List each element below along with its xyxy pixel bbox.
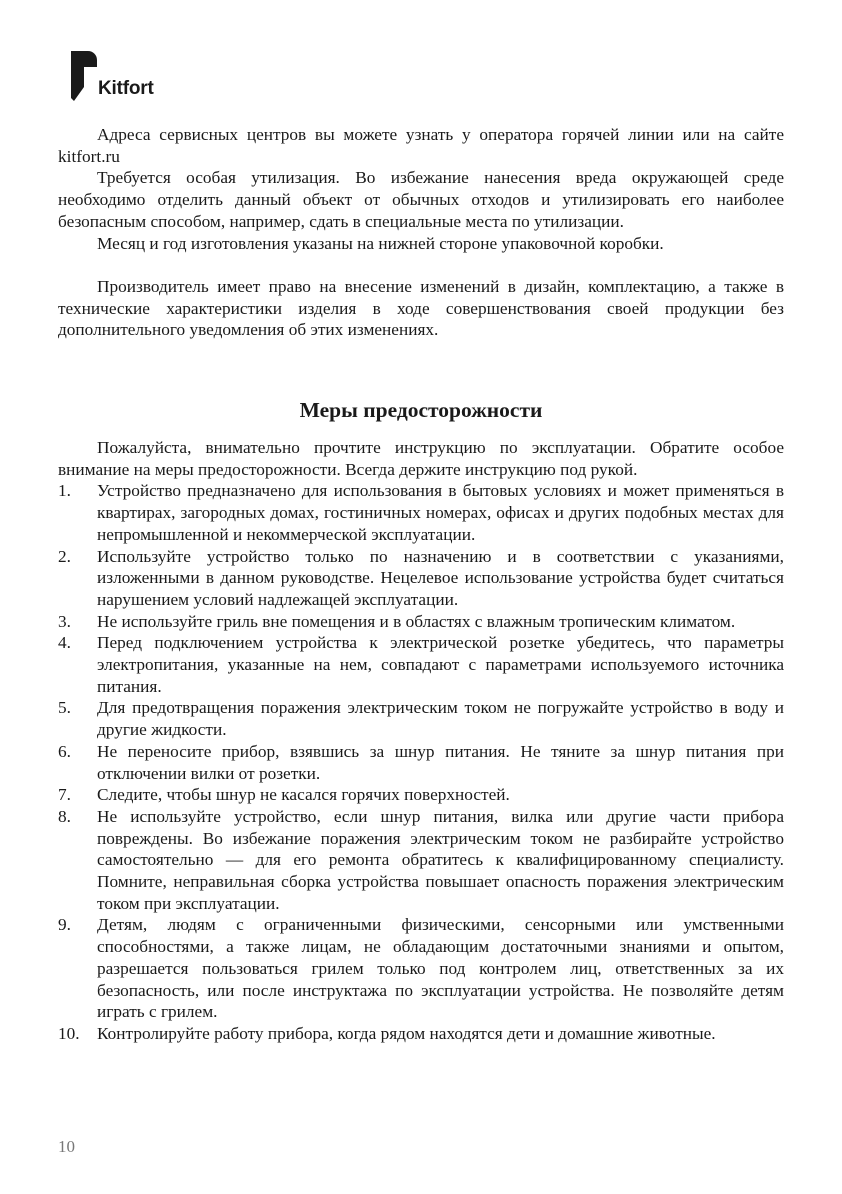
list-item [58, 914, 784, 1023]
list-item-number: 9. [58, 915, 71, 935]
list-item-text: Используйте устройство только по назначению и в соответствии с указаниями, изложенными в данном руководстве. Нецелевое использование устройства будет считаться нарушением условий надлежащей эксплуатации. [97, 546, 784, 609]
list-item-text: Для предотвращения поражения электрическим током не погружайте устройство в воду и другие жидкости. [97, 698, 784, 740]
section-intro: Пожалуйста, внимательно прочтите инструкцию по эксплуатации. Обратите особое внимание на меры предосторожности. Всегда держите инструкцию под рукой. [58, 438, 784, 479]
list-item-text: Не используйте устройство, если шнур питания, вилка или другие части прибора повреждены. Во избежание поражения электрическим током не разбирайте устройство самостоятельно — для его ремонта обратитесь к квалифицированному специалисту. Помните, неправильная сборка устройства повышает опасность поражения электрическим током при эксплуатации. [97, 806, 784, 913]
precautions-list [58, 480, 784, 1044]
disposal-paragraph: Требуется особая утилизация. Во избежание нанесения вреда окружающей среде необходимо отделить данный объект от обычных отходов и утилизировать его наиболее безопасным способом, например, сдать в специальные места по утилизации. [58, 168, 784, 231]
list-item-number: 10. [58, 1024, 80, 1043]
spacer [58, 254, 784, 276]
manufacture-date-paragraph: Месяц и год изготовления указаны на нижней стороне упаковочной коробки. [97, 233, 664, 253]
list-item-text: Детям, людям с ограниченными физическими, сенсорными или умственными способностями, а также лицам, не обладающим достаточными знаниями и опытом, разрешается пользоваться грилем только под контролем лиц, ответственных за их безопасность, или после инструктажа по эксплуатации устройства. Не позволяйте детям играть с грилем. [97, 915, 784, 1022]
page-number: 10 [58, 1137, 75, 1156]
page-content [58, 124, 784, 1045]
list-item-number: 4. [58, 633, 71, 653]
list-item [58, 632, 784, 697]
list-item-number: 6. [58, 741, 71, 761]
service-centers-paragraph: Адреса сервисных центров вы можете узнать у оператора горячей линии или на сайте kitfort.ru [58, 125, 784, 166]
list-item [58, 697, 784, 740]
list-item [58, 480, 784, 545]
list-item [58, 741, 784, 784]
list-item-number: 2. [58, 546, 71, 566]
kitfort-logo [71, 51, 154, 101]
list-item-number: 1. [58, 481, 71, 501]
manufacturer-rights-paragraph: Производитель имеет право на внесение изменений в дизайн, комплектацию, а также в технические характеристики изделия в ходе совершенствования своей продукции без дополнительного уведомления об этих изменениях. [58, 276, 784, 340]
list-item [58, 1023, 784, 1045]
list-item-number: 3. [58, 611, 71, 631]
list-item-number: 8. [58, 806, 71, 826]
list-item [58, 546, 784, 611]
list-item [58, 611, 784, 633]
kitfort-logo-mark-icon [71, 51, 97, 101]
list-item [58, 806, 784, 915]
list-item-number: 7. [58, 785, 71, 805]
list-item-text: Следите, чтобы шнур не касался горячих поверхностей. [97, 785, 510, 805]
list-item-text: Не используйте гриль вне помещения и в областях с влажным тропическим климатом. [97, 611, 736, 631]
list-item-text: Перед подключением устройства к электрической розетке убедитесь, что параметры электропитания, указанные на нем, совпадают с параметрами используемого источника питания. [97, 633, 784, 696]
list-item-text: Не переносите прибор, взявшись за шнур питания. Не тяните за шнур питания при отключении вилки от розетки. [97, 741, 784, 783]
list-item-text: Контролируйте работу прибора, когда рядом находятся дети и домашние животные. [97, 1024, 716, 1043]
list-item [58, 784, 784, 806]
brand-name: Kitfort [98, 78, 154, 99]
section-title: Меры предосторожности [299, 398, 543, 423]
list-item-text: Устройство предназначено для использования в бытовых условиях и может применяться в квартирах, загородных домах, гостиничных номерах, офисах и других подобных местах для непромышленной и некоммерческой эксплуатации. [97, 481, 784, 544]
list-item-number: 5. [58, 698, 71, 718]
